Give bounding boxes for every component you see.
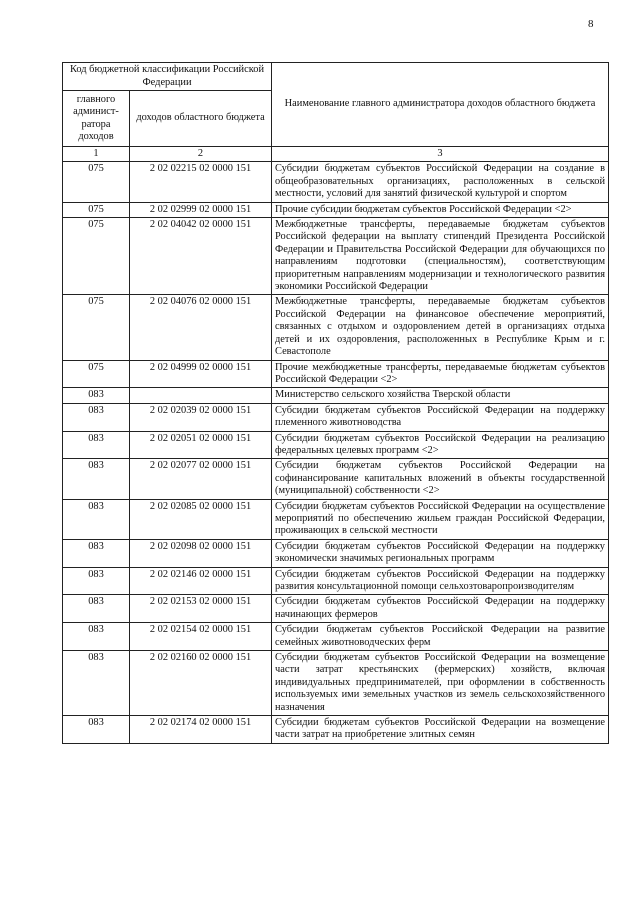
revenue-name-cell: Субсидии бюджетам субъектов Российской Федерации на осуществление мероприятий по обеспечению жильем граждан Российской Федерации, проживающих в сельской местности [272,499,609,539]
revenue-name-cell: Субсидии бюджетам субъектов Российской Федерации на возмещение части затрат крестьянских (фермерских) хозяйств, включая индивидуальных предпринимателей, при оформлении в собственность используемых ими земельных участков из земель сельскохозяйственного назначения [272,651,609,716]
revenue-code-cell: 2 02 02146 02 0000 151 [130,567,272,595]
revenue-name-cell: Субсидии бюджетам субъектов Российской Федерации на поддержку экономически значимых региональных программ [272,539,609,567]
revenue-name-cell: Субсидии бюджетам субъектов Российской Федерации на возмещение части затрат на приобретение элитных семян [272,716,609,744]
column-number-row [63,147,609,162]
column-number: 1 [63,147,130,162]
revenue-name-cell: Субсидии бюджетам субъектов Российской Федерации на развитие семейных животноводческих ферм [272,623,609,651]
revenue-code-cell: 2 02 02174 02 0000 151 [130,716,272,744]
table-row [63,431,609,459]
table-row [63,360,609,388]
column-number: 2 [130,147,272,162]
administrator-code-cell: 083 [63,716,130,744]
administrator-code-cell: 075 [63,360,130,388]
page-number: 8 [588,18,594,30]
revenue-code-cell: 2 02 04999 02 0000 151 [130,360,272,388]
administrator-code-cell: 083 [63,388,130,403]
administrator-code-cell: 083 [63,459,130,499]
revenue-name-cell: Прочие субсидии бюджетам субъектов Российской Федерации <2> [272,202,609,217]
header-budget-revenue: доходов областного бюджета [130,91,272,147]
budget-classification-table [62,62,609,744]
table-row [63,595,609,623]
revenue-code-cell: 2 02 02153 02 0000 151 [130,595,272,623]
revenue-code-cell: 2 02 02039 02 0000 151 [130,403,272,431]
revenue-name-cell: Субсидии бюджетам субъектов Российской Федерации на создание в общеобразовательных организациях, расположенных в сельской местности, условий для занятий физической культурой и спортом [272,162,609,202]
revenue-name-cell: Межбюджетные трансферты, передаваемые бюджетам субъектов Российской Федерации на финансовое обеспечение мероприятий, связанных с отдыхом и оздоровлением детей в организациях отдыха детей и их оздоровления, расположенных в Республике Крым и г. Севастополе [272,295,609,360]
revenue-name-cell: Субсидии бюджетам субъектов Российской Федерации на поддержку племенного животноводства [272,403,609,431]
revenue-code-cell: 2 02 02154 02 0000 151 [130,623,272,651]
table-row [63,388,609,403]
revenue-name-cell: Субсидии бюджетам субъектов Российской Федерации на поддержку развития консультационной помощи сельхозтоваропроизводителям [272,567,609,595]
revenue-code-cell: 2 02 02098 02 0000 151 [130,539,272,567]
table-row [63,499,609,539]
table-row [63,202,609,217]
administrator-code-cell: 083 [63,499,130,539]
revenue-name-cell: Субсидии бюджетам субъектов Российской Федерации на софинансирование капитальных вложений в объекты государственной (муниципальной) собственности <2> [272,459,609,499]
revenue-name-cell: Субсидии бюджетам субъектов Российской Федерации на реализацию федеральных целевых программ <2> [272,431,609,459]
header-budget-code-group: Код бюджетной классификации Российской Федерации [63,63,272,91]
revenue-code-cell: 2 02 02215 02 0000 151 [130,162,272,202]
table-row [63,403,609,431]
table-row [63,716,609,744]
revenue-name-cell: Министерство сельского хозяйства Тверской области [272,388,609,403]
administrator-code-cell: 083 [63,567,130,595]
revenue-name-cell: Прочие межбюджетные трансферты, передаваемые бюджетам субъектов Российской Федерации <2> [272,360,609,388]
revenue-code-cell: 2 02 02999 02 0000 151 [130,202,272,217]
administrator-code-cell: 075 [63,162,130,202]
administrator-code-cell: 083 [63,539,130,567]
revenue-code-cell: 2 02 02160 02 0000 151 [130,651,272,716]
revenue-code-cell: 2 02 04042 02 0000 151 [130,218,272,295]
table-row [63,651,609,716]
administrator-code-cell: 083 [63,595,130,623]
table-row [63,539,609,567]
revenue-code-cell: 2 02 02085 02 0000 151 [130,499,272,539]
table-row [63,623,609,651]
administrator-code-cell: 075 [63,202,130,217]
revenue-code-cell: 2 02 02051 02 0000 151 [130,431,272,459]
revenue-code-cell: 2 02 02077 02 0000 151 [130,459,272,499]
header-chief-administrator: главного админист-ратора доходов [63,91,130,147]
table-row [63,459,609,499]
administrator-code-cell: 083 [63,403,130,431]
column-number: 3 [272,147,609,162]
table-row [63,295,609,360]
table-row [63,218,609,295]
table-row [63,567,609,595]
administrator-code-cell: 075 [63,218,130,295]
revenue-name-cell: Субсидии бюджетам субъектов Российской Федерации на поддержку начинающих фермеров [272,595,609,623]
header-administrator-name: Наименование главного администратора доходов областного бюджета [272,63,609,147]
revenue-name-cell: Межбюджетные трансферты, передаваемые бюджетам субъектов Российской федерации на выплату стипендий Президента Российской Федерации и Правительства Российской Федерации для обучающихся по направлениям подготовки (специальностям), соответствующим приоритетным направлениям модернизации и технологического развития экономики Российской Федерации [272,218,609,295]
administrator-code-cell: 083 [63,651,130,716]
administrator-code-cell: 083 [63,431,130,459]
administrator-code-cell: 083 [63,623,130,651]
revenue-code-cell: 2 02 04076 02 0000 151 [130,295,272,360]
administrator-code-cell: 075 [63,295,130,360]
revenue-code-cell [130,388,272,403]
table-row [63,162,609,202]
table-body [63,162,609,743]
